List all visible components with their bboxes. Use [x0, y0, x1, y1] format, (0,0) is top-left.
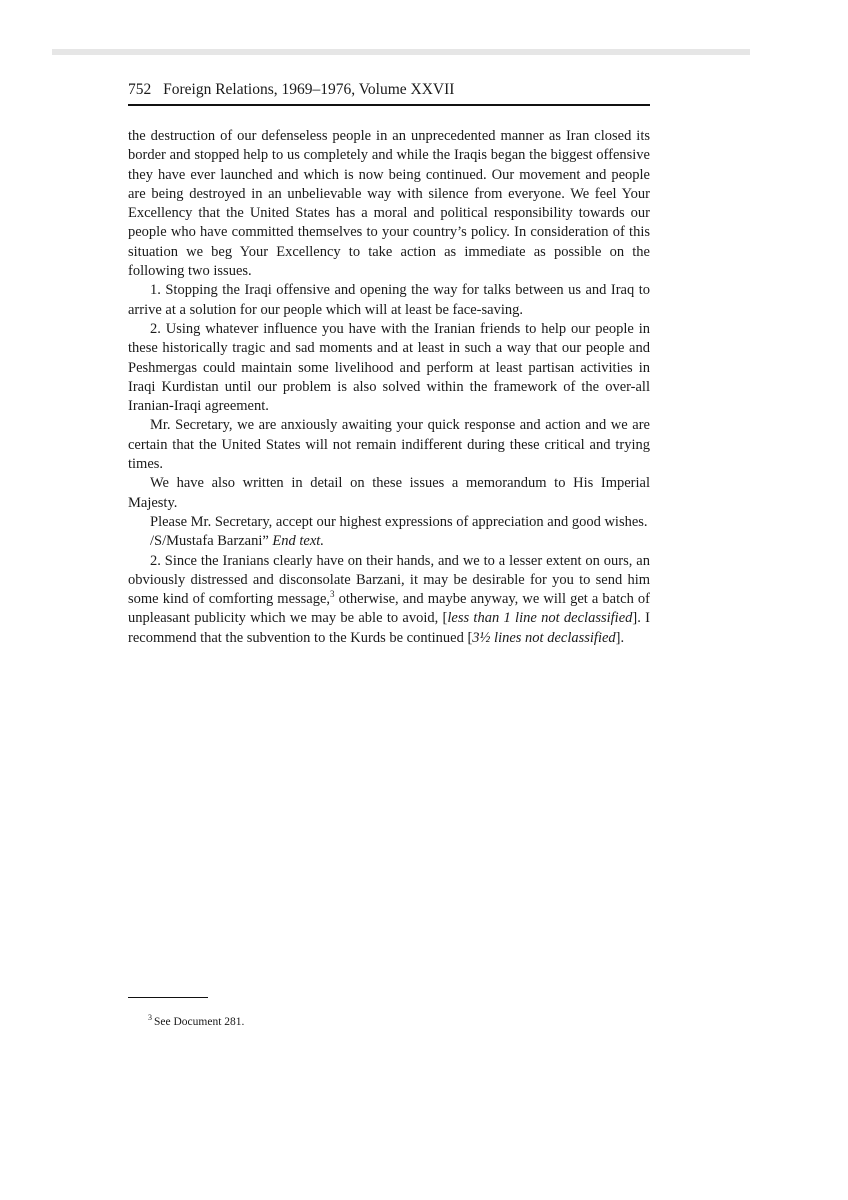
footnote-rule — [128, 997, 208, 998]
volume-title: Foreign Relations, 1969–1976, Volume XXVII — [163, 81, 455, 98]
document-page — [128, 78, 650, 648]
redaction-note-2: 3½ lines not declassified — [472, 629, 616, 646]
footnote-number: 3 — [148, 1013, 152, 1023]
paragraph-8-part-c: ]. I recommend that the subvention to the Kurds be continued [ — [128, 610, 650, 646]
scan-top-strip — [52, 49, 750, 55]
paragraph-1: the destruction of our defenseless people in an unprecedented manner as Iran closed its border and stopped help to us completely and while the Iraqis began the biggest offensive they have ever launched and which is now being continued. Our movement and people are being destroyed in an unbelievable way with silence from everyone. We feel Your Excellency that the United States has a moral and political responsibility towards our people who have committed themselves to your country’s policy. In consideration of this situation we beg Your Excellency to take action as immediate as possible on the following two issues. — [128, 128, 650, 280]
footnote-text: See Document 281. — [154, 1016, 245, 1028]
paragraph-8-part-b: otherwise, and maybe anyway, we will get a batch of unpleasant publicity which we may be able to avoid, [ — [128, 591, 651, 627]
paragraph-4: Mr. Secretary, we are anxiously awaiting your quick response and action and we are certain that the United States will not remain indifferent during these critical and trying times. — [128, 417, 650, 473]
paragraph-7 — [128, 532, 650, 551]
end-text-note: End text. — [272, 533, 324, 550]
redaction-note-1: less than 1 line not declassified — [447, 610, 633, 627]
paragraph-3: 2. Using whatever influence you have with the Iranian friends to help our people in these historically tragic and sad moments and at least in such a way that our people and Peshmergas could maintain some livelihood and perform at least partisan activities in Iraqi Kurdistan until our problem is also solved within the framework of the over-all Iranian-Iraqi agreement. — [128, 320, 650, 415]
paragraph-8 — [128, 552, 650, 648]
running-head — [128, 78, 650, 106]
body-text — [128, 127, 650, 648]
paragraph-6: Please Mr. Secretary, accept our highest expressions of appreciation and good wishes. — [150, 513, 648, 530]
paragraph-5: We have also written in detail on these issues a memorandum to His Imperial Majesty. — [128, 475, 650, 511]
paragraph-8-part-a: 2. Since the Iranians clearly have on their hands, and we to a lesser extent on ours, an obviously distressed and disconsolate Barzani, it may be desirable for you to send him some kind of comforting message, — [128, 552, 650, 608]
signature: /S/Mustafa Barzani” — [150, 533, 269, 550]
paragraph-2: 1. Stopping the Iraqi offensive and opening the way for talks between us and Iraq to arrive at a solution for our people which will at least be face-saving. — [128, 282, 650, 318]
paragraph-8-part-d: ]. — [615, 629, 625, 646]
page-number: 752 — [128, 81, 152, 98]
footnote — [148, 1014, 244, 1030]
footnote-reference: 3 — [330, 589, 335, 600]
